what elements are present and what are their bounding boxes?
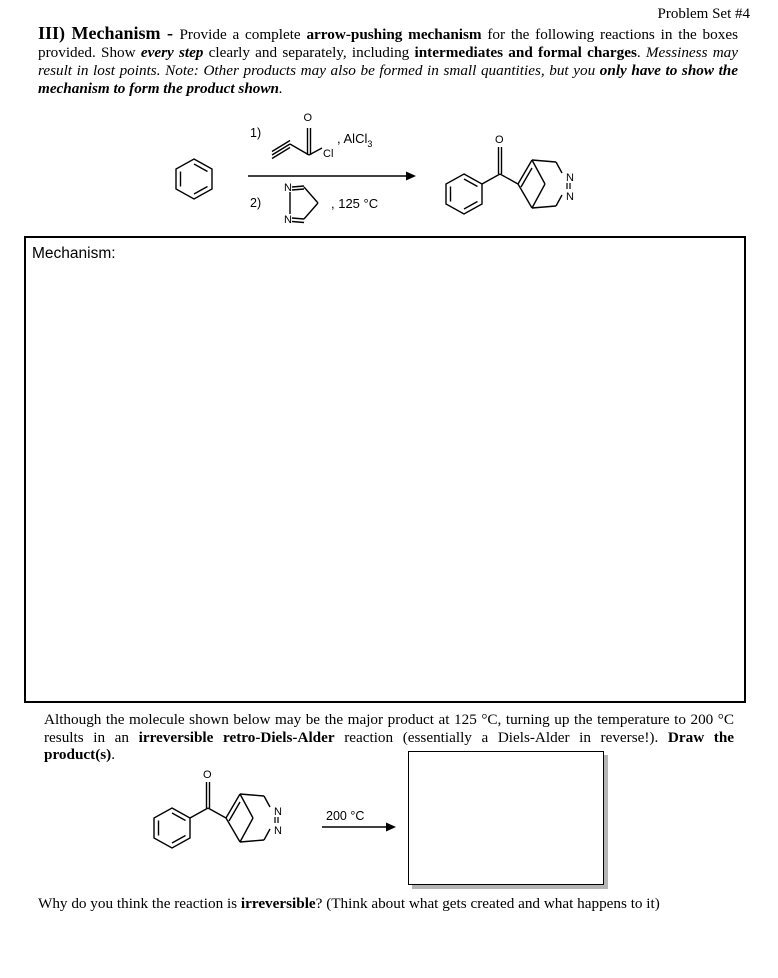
nitrogen-label-1: N: [284, 182, 292, 194]
retro-reaction-scheme: [0, 765, 410, 875]
intro-text-4: .: [636, 44, 646, 61]
product-nitrogen-label-2: N: [566, 191, 574, 203]
product-oxygen-label: O: [495, 134, 504, 146]
product-answer-box[interactable]: [408, 751, 604, 885]
mechanism-label: Mechanism:: [32, 245, 116, 262]
intro-bold-italic-2: only have to show the mechanism to form the product shown: [38, 62, 738, 97]
retro-arrow-head: [386, 823, 396, 832]
intro-bold-italic-1: every step: [140, 44, 204, 61]
adduct-nitrogen-label-1: N: [274, 806, 282, 818]
retro-bold-2: Draw the product(s): [44, 728, 735, 763]
instructions-paragraph: [38, 24, 738, 98]
retro-text-2: reaction (essentially a Diels-Alder in reverse!).: [334, 728, 668, 746]
chlorine-label: Cl: [323, 148, 334, 160]
product-phenyl-ring: [446, 174, 482, 214]
intro-text-3: clearly and separately, including: [203, 44, 415, 61]
step2-number: 2): [250, 196, 262, 210]
retro-temperature: 200 °C: [326, 809, 365, 823]
intro-bold-2: intermediates and formal charges: [414, 44, 637, 61]
section-heading: III) Mechanism -: [38, 23, 180, 43]
diazole-ring-structure: [290, 186, 318, 223]
retro-text-1: Although the molecule shown below may be the major product at 125 °C, turning up the temperature to 200 °C results in an: [44, 711, 734, 746]
product-ketone-bonds: [482, 147, 518, 184]
retro-text-3: .: [111, 746, 116, 763]
step1-reagent: , AlCl$_3$: [337, 131, 373, 149]
intro-text-5: .: [278, 80, 283, 97]
product-nitrogen-label-1: N: [566, 172, 574, 184]
intro-italic-1: Messiness may result in lost points. Note: Other products may also be formed in small quantities, but you: [38, 44, 739, 79]
step2-conditions: , 125 °C: [331, 196, 379, 211]
intro-bold-1: arrow-pushing mechanism: [306, 26, 482, 43]
why-text-2: ? (Think about what gets created and what happens to it): [315, 895, 660, 912]
why-question: [38, 895, 660, 913]
reaction-arrow-head: [406, 172, 416, 181]
adduct-nitrogen-label-2: N: [274, 825, 282, 837]
why-text-1: Why do you think the reaction is: [38, 895, 241, 912]
mechanism-answer-box[interactable]: [24, 236, 746, 703]
why-bold-1: irreversible: [240, 895, 316, 912]
adduct-bicyclic-structure: [226, 794, 270, 842]
product-bicyclic-structure: [518, 160, 562, 208]
retro-bold-1: irreversible retro-Diels-Alder: [138, 728, 335, 746]
benzene-structure: [176, 159, 212, 199]
intro-text-2: for the following reactions in the boxes provided. Show: [38, 26, 738, 61]
adduct-ketone-bonds: [190, 782, 226, 818]
propioloyl-chloride-structure: [272, 128, 322, 159]
nitrogen-label-2: N: [284, 214, 292, 226]
intro-text-1: Provide a complete: [179, 26, 307, 43]
retro-diels-alder-paragraph: [44, 711, 734, 764]
step1-number: 1): [250, 126, 262, 140]
adduct-oxygen-label: O: [203, 769, 212, 781]
oxygen-label: O: [303, 112, 313, 124]
adduct-phenyl-ring: [154, 808, 190, 848]
problem-set-header: Problem Set #4: [657, 6, 750, 22]
reaction-scheme: [0, 100, 778, 235]
